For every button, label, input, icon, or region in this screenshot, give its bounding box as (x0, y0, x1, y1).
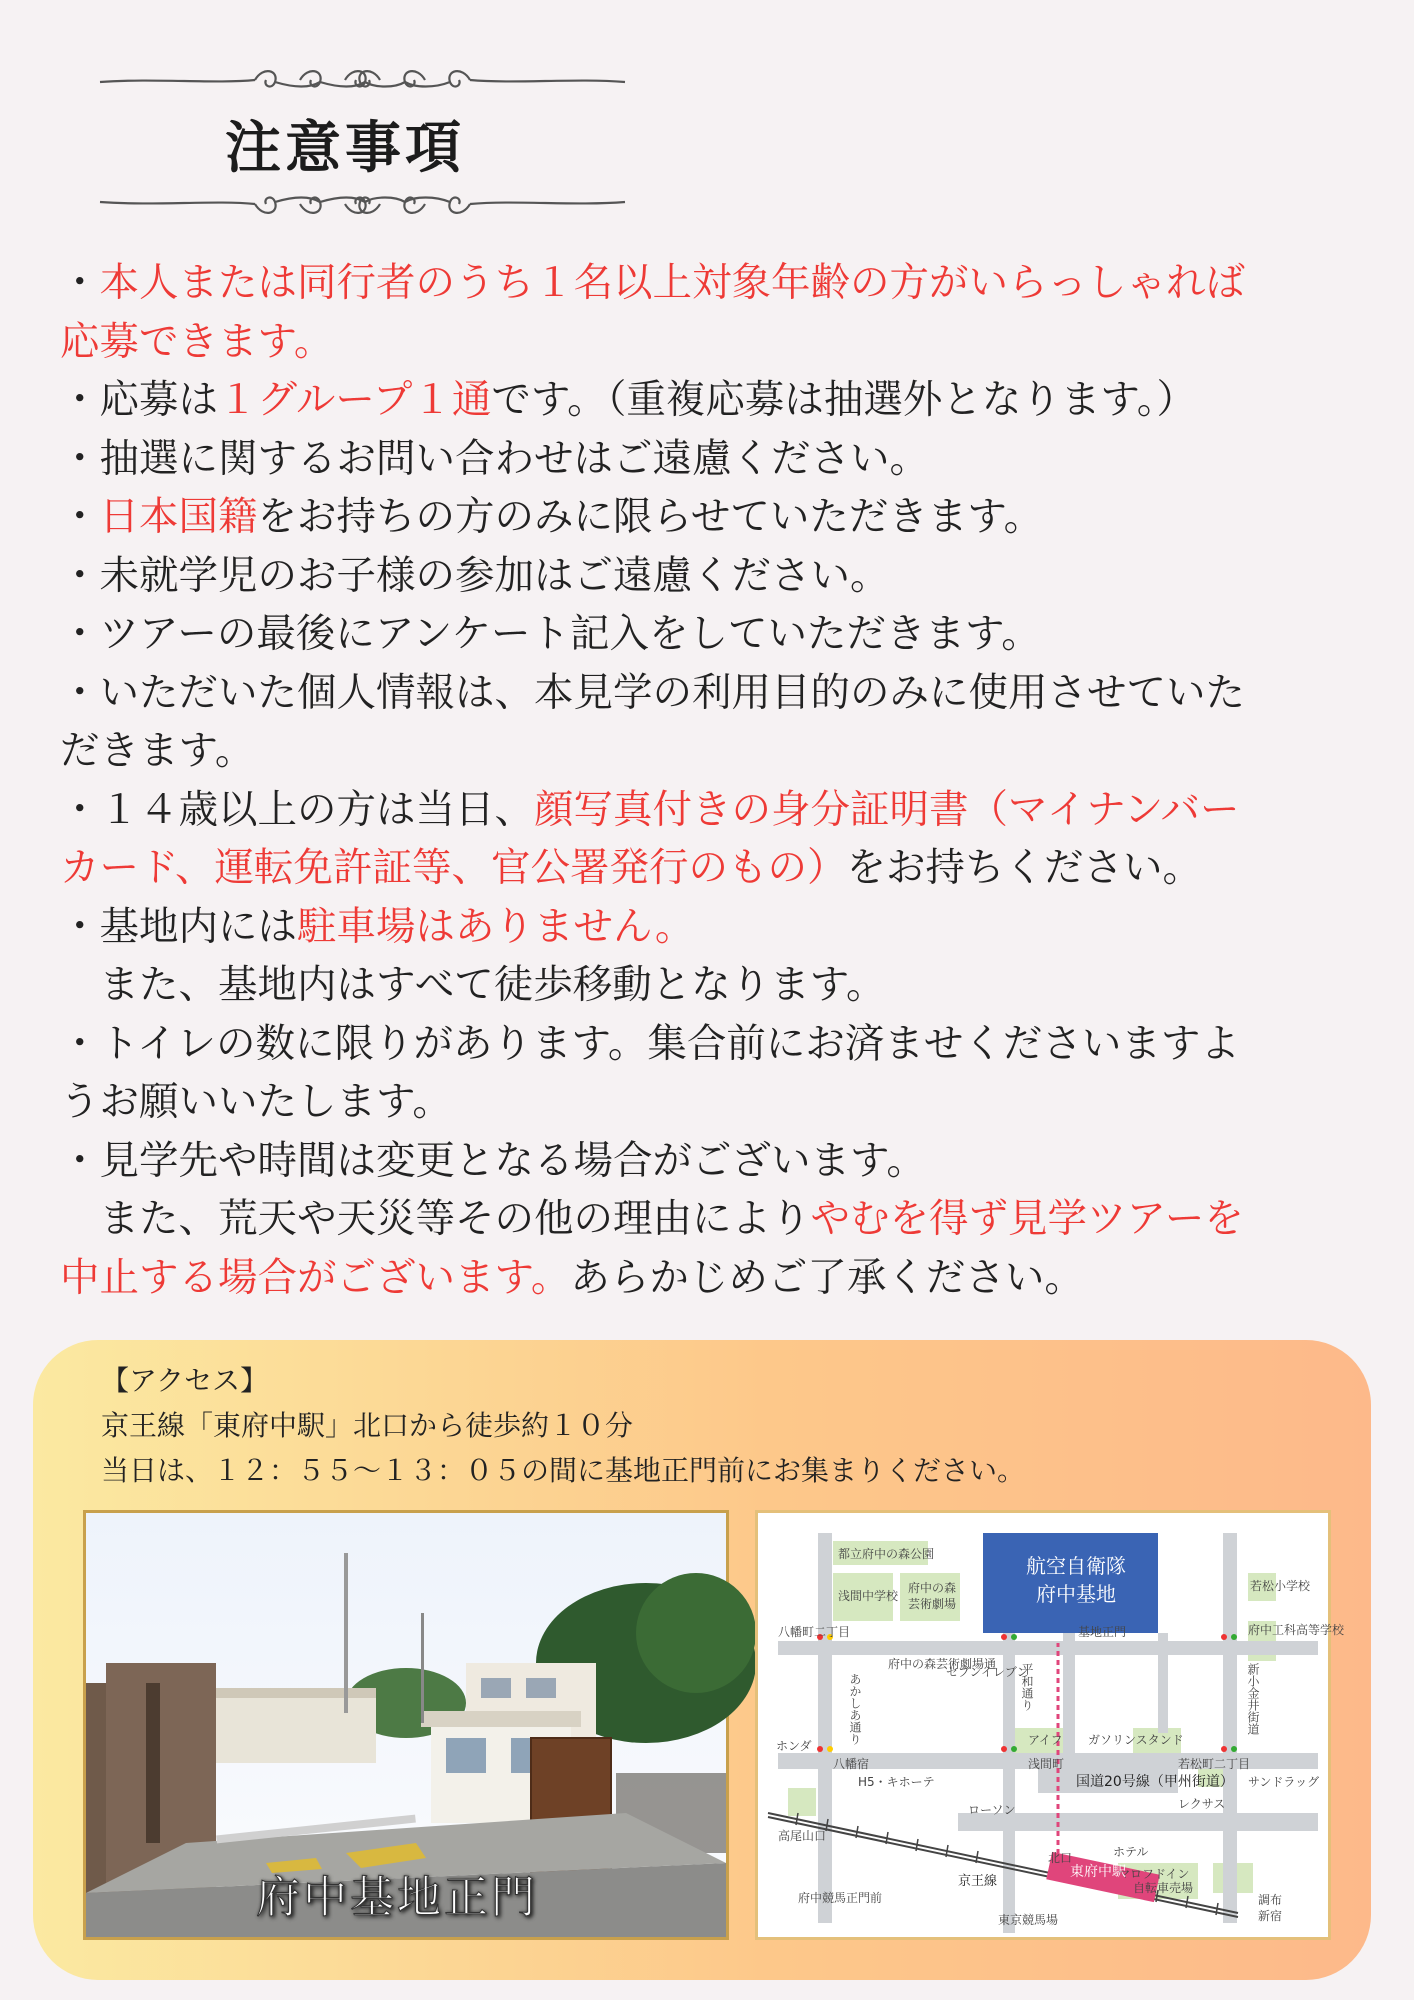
access-meeting: 当日は、１２：５５～１３：０５の間に基地正門前にお集まりください。 (101, 1454, 1026, 1487)
map-label-theater-1: 府中の森 (908, 1581, 957, 1595)
note-line (60, 664, 1360, 723)
note-text: また、基地内はすべて徒歩移動となります。 (60, 962, 886, 1008)
map-label-hs: H5・キホーテ (858, 1775, 935, 1789)
note-emphasis: １グループ１通 (218, 377, 492, 423)
map-label-park: 都立府中の森公園 (838, 1547, 935, 1561)
note-text: ・応募は (60, 377, 218, 423)
note-emphasis: 中止する場合がございます。 (60, 1254, 571, 1301)
map-label-keio: 京王線 (958, 1874, 998, 1889)
access-route: 京王線「東府中駅」北口から徒歩約１０分 (101, 1409, 634, 1442)
note-text: ・１４歳以上の方は当日、 (60, 786, 534, 833)
note-line (60, 371, 1360, 430)
note-line (60, 722, 1360, 781)
map-label-takao: 高尾山口 (778, 1829, 827, 1843)
note-line (60, 839, 1360, 898)
note-line (60, 898, 1360, 957)
note-line (60, 313, 1360, 372)
access-map (755, 1510, 1345, 1940)
note-emphasis: カード、運転免許証等、官公署発行のもの） (60, 845, 847, 891)
map-label-base-1: 航空自衛隊 (1026, 1554, 1126, 1578)
note-text: だきます。 (60, 728, 255, 774)
note-text: をお持ちの方のみに限らせていただきます。 (257, 494, 1044, 540)
note-line (60, 1015, 1360, 1074)
note-text: ・トイレの数に限りがあります。集合前にお済ませくださいますよ (60, 1020, 1240, 1067)
note-text: ・ツアーの最後にアンケート記入をしていただきます。 (60, 611, 1041, 657)
map-label-intersection-4: 浅間町 (1028, 1757, 1065, 1771)
map-label-intersection-2: 八幡宿 (833, 1757, 870, 1771)
note-emphasis: 日本国籍 (99, 494, 258, 540)
ornament-flourish-top-icon (95, 58, 630, 98)
map-label-shinkoganei: 新小金井街道 (1246, 1663, 1260, 1735)
map-label-roadname: 府中の森芸術劇場通 (888, 1657, 997, 1671)
note-text: ・ (60, 260, 100, 306)
map-label-hotel-2: マロフドイン (1118, 1867, 1190, 1881)
note-emphasis: 顔写真付きの身分証明書（マイナンバー (534, 786, 1240, 833)
note-line (60, 781, 1360, 840)
gate-photo (83, 1510, 729, 1940)
gate-photo-caption: 府中基地正門 (256, 1872, 538, 1923)
map-label-shinjuku: 新宿 (1258, 1909, 1283, 1923)
map-label-akashia: あかしあ通り (848, 1673, 862, 1745)
note-text: また、荒天や天災等その他の理由により (60, 1196, 811, 1242)
map-label-kogyo: 府中工科高等学校 (1248, 1623, 1345, 1637)
map-label-tokyo: 東京競馬場 (998, 1913, 1059, 1927)
note-line (60, 605, 1360, 664)
map-label-lawson: ローソン (968, 1803, 1016, 1817)
map-label-intersection-3: 若松町二丁目 (1178, 1757, 1251, 1771)
map-label-aif: アイフ (1028, 1733, 1063, 1747)
note-line (60, 254, 1360, 313)
map-label-wakamatsu: 若松小学校 (1250, 1579, 1311, 1593)
map-label-honda: ホンダ (776, 1739, 812, 1753)
note-emphasis: やむを得ず見学ツアーを (810, 1196, 1244, 1242)
map-label-sundrug: サンドラッグ (1248, 1775, 1320, 1789)
map-label-hotel: ホテル (1113, 1845, 1149, 1859)
map-label-gas: ガソリンスタンド (1088, 1733, 1184, 1747)
note-line (60, 1190, 1360, 1249)
access-panel (33, 1340, 1371, 1980)
note-line (60, 1249, 1360, 1308)
note-line (60, 1132, 1360, 1191)
map-label-intersection-1: 八幡町二丁目 (778, 1625, 851, 1639)
map-label-north-exit: 北口 (1048, 1851, 1073, 1865)
map-label-theater-2: 芸術劇場 (908, 1597, 957, 1611)
note-emphasis: 本人または同行者のうち１名以上対象年齢の方がいらっしゃれば (99, 260, 1245, 306)
map-label-road: 国道20号線（甲州街道） (1076, 1774, 1234, 1790)
note-text: です。（重複応募は抽選外となります。） (491, 377, 1197, 423)
ornament-flourish-bottom-icon (95, 184, 630, 224)
note-text: ・ (60, 494, 100, 540)
note-line (60, 430, 1360, 489)
note-line (60, 488, 1360, 547)
note-text: あらかじめご了承ください。 (570, 1254, 1084, 1301)
note-text: ・いただいた個人情報は、本見学の利用目的のみに使用させていた (60, 669, 1245, 716)
map-label-heiwa: 平和通り (1020, 1663, 1034, 1711)
note-text: をお持ちください。 (846, 845, 1202, 891)
map-label-chofu: 調布 (1258, 1893, 1283, 1907)
notes-list (60, 254, 1360, 1307)
note-text: ・抽選に関するお問い合わせはご遠慮ください。 (60, 435, 929, 482)
page-title: 注意事項 (225, 116, 465, 181)
map-label-fuchubaba: 府中競馬正門前 (798, 1891, 883, 1905)
note-line (60, 547, 1360, 606)
map-label-seven: セブンイレブン (946, 1665, 1029, 1679)
note-text: ・基地内には (60, 903, 297, 950)
map-label-school: 浅間中学校 (838, 1589, 899, 1603)
note-line (60, 956, 1360, 1015)
map-label-base-2: 府中基地 (1036, 1582, 1116, 1606)
access-heading: 【アクセス】 (101, 1364, 269, 1397)
map-label-station: 東府中駅 (1070, 1864, 1126, 1880)
map-label-hotel-3: 自転車売場 (1133, 1881, 1194, 1895)
map-label-gate: 基地正門 (1078, 1625, 1127, 1639)
note-line (60, 1073, 1360, 1132)
note-text: ・見学先や時間は変更となる場合がございます。 (60, 1137, 926, 1184)
note-text: ・未就学児のお子様の参加はご遠慮ください。 (60, 552, 890, 599)
map-label-lexus: レクサス (1178, 1797, 1226, 1811)
note-text: うお願いいたします。 (60, 1079, 452, 1125)
note-emphasis: 応募できます。 (60, 318, 334, 365)
note-emphasis: 駐車場はありません。 (297, 903, 695, 950)
